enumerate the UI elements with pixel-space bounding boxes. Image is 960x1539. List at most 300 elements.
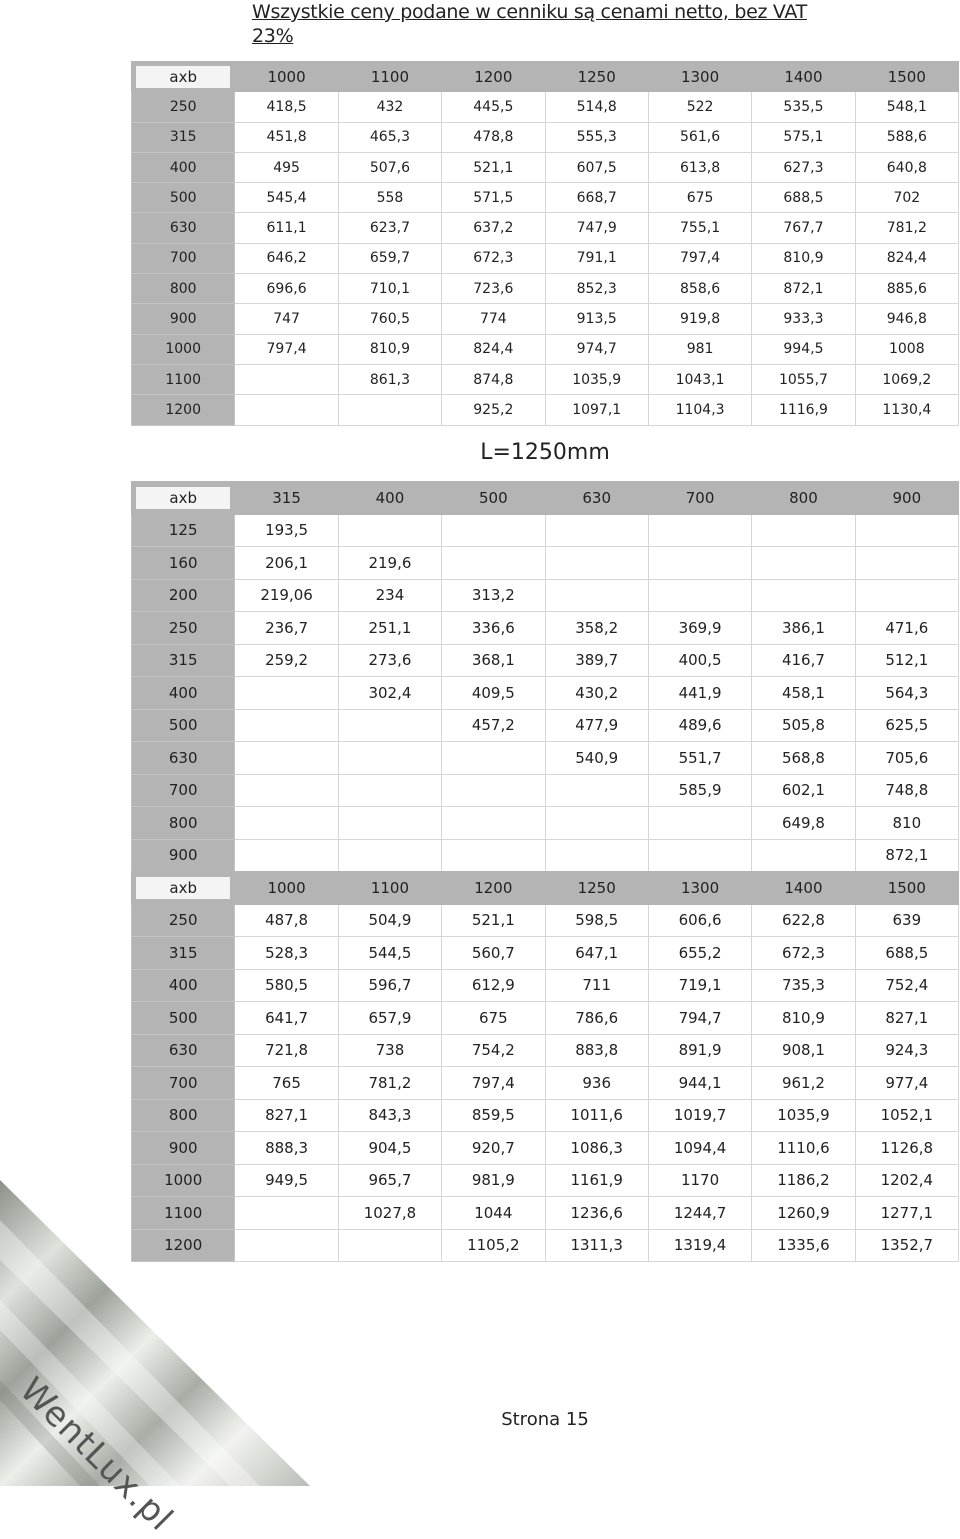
row-header: 800 xyxy=(132,274,235,304)
row-header: 250 xyxy=(132,904,235,937)
price-cell: 944,1 xyxy=(648,1067,751,1100)
table-row xyxy=(132,274,959,304)
price-cell: 1352,7 xyxy=(855,1229,958,1262)
price-cell: 585,9 xyxy=(648,774,751,807)
column-header: 630 xyxy=(545,482,648,515)
price-cell xyxy=(338,742,441,775)
price-cell: 418,5 xyxy=(235,92,338,122)
table-row xyxy=(132,677,959,710)
price-cell xyxy=(338,395,441,425)
column-header: 1500 xyxy=(855,62,958,92)
price-cell: 961,2 xyxy=(752,1067,855,1100)
column-header: 1300 xyxy=(648,62,751,92)
price-cell xyxy=(338,807,441,840)
table-row xyxy=(132,152,959,182)
table-row xyxy=(132,742,959,775)
price-cell: 1319,4 xyxy=(648,1229,751,1262)
price-cell: 558 xyxy=(338,183,441,213)
price-cell: 1244,7 xyxy=(648,1197,751,1230)
price-cell: 564,3 xyxy=(855,677,958,710)
column-header: 900 xyxy=(855,482,958,515)
price-cell: 1044 xyxy=(442,1197,545,1230)
price-cell: 1126,8 xyxy=(855,1132,958,1165)
price-cell: 598,5 xyxy=(545,904,648,937)
price-cell: 512,1 xyxy=(855,644,958,677)
price-cell: 711 xyxy=(545,969,648,1002)
price-cell: 1116,9 xyxy=(752,395,855,425)
price-cell: 1105,2 xyxy=(442,1229,545,1262)
row-header: 1100 xyxy=(132,364,235,394)
price-cell xyxy=(338,839,441,872)
corner-cell xyxy=(132,482,235,515)
price-cell xyxy=(442,742,545,775)
price-cell: 1110,6 xyxy=(752,1132,855,1165)
price-cell: 891,9 xyxy=(648,1034,751,1067)
price-cell xyxy=(648,547,751,580)
price-cell: 810,9 xyxy=(752,1002,855,1035)
price-cell: 1260,9 xyxy=(752,1197,855,1230)
price-cell: 193,5 xyxy=(235,514,338,547)
table-row xyxy=(132,904,959,937)
table-row xyxy=(132,579,959,612)
price-cell: 1069,2 xyxy=(855,364,958,394)
table-row xyxy=(132,937,959,970)
table-row xyxy=(132,395,959,425)
price-cell: 607,5 xyxy=(545,152,648,182)
corner-label: axb xyxy=(136,487,230,509)
price-cell: 528,3 xyxy=(235,937,338,970)
row-header: 630 xyxy=(132,1034,235,1067)
price-cell: 752,4 xyxy=(855,969,958,1002)
table-row xyxy=(132,839,959,872)
price-cell: 672,3 xyxy=(442,243,545,273)
row-header: 1000 xyxy=(132,1164,235,1197)
price-cell xyxy=(648,807,751,840)
price-cell: 874,8 xyxy=(442,364,545,394)
row-header: 1000 xyxy=(132,334,235,364)
price-cell: 747,9 xyxy=(545,213,648,243)
price-cell: 885,6 xyxy=(855,274,958,304)
price-cell: 852,3 xyxy=(545,274,648,304)
row-header: 250 xyxy=(132,92,235,122)
price-cell: 640,8 xyxy=(855,152,958,182)
row-header: 500 xyxy=(132,1002,235,1035)
price-cell: 477,9 xyxy=(545,709,648,742)
price-cell: 487,8 xyxy=(235,904,338,937)
price-cell: 596,7 xyxy=(338,969,441,1002)
price-cell: 688,5 xyxy=(855,937,958,970)
row-header: 250 xyxy=(132,612,235,645)
price-cell: 358,2 xyxy=(545,612,648,645)
corner-cell xyxy=(132,872,235,905)
price-cell: 561,6 xyxy=(648,122,751,152)
price-cell xyxy=(855,547,958,580)
row-header: 315 xyxy=(132,937,235,970)
price-cell: 580,5 xyxy=(235,969,338,1002)
price-cell xyxy=(752,579,855,612)
table-row xyxy=(132,183,959,213)
row-header: 125 xyxy=(132,514,235,547)
price-cell xyxy=(752,839,855,872)
price-cell: 794,7 xyxy=(648,1002,751,1035)
price-cell: 1236,6 xyxy=(545,1197,648,1230)
price-cell: 540,9 xyxy=(545,742,648,775)
column-header: 800 xyxy=(752,482,855,515)
price-cell: 1011,6 xyxy=(545,1099,648,1132)
price-cell: 535,5 xyxy=(752,92,855,122)
price-cell xyxy=(235,839,338,872)
table-row xyxy=(132,334,959,364)
price-cell xyxy=(545,547,648,580)
price-cell: 994,5 xyxy=(752,334,855,364)
price-cell: 368,1 xyxy=(442,644,545,677)
price-cell xyxy=(235,709,338,742)
row-header: 630 xyxy=(132,213,235,243)
column-header: 1200 xyxy=(442,872,545,905)
table-row xyxy=(132,709,959,742)
price-cell xyxy=(545,579,648,612)
price-cell xyxy=(235,364,338,394)
price-cell: 933,3 xyxy=(752,304,855,334)
price-cell xyxy=(545,514,648,547)
price-cell xyxy=(545,839,648,872)
table-row xyxy=(132,547,959,580)
row-header: 700 xyxy=(132,774,235,807)
price-cell: 946,8 xyxy=(855,304,958,334)
column-header: 1300 xyxy=(648,872,751,905)
row-header: 500 xyxy=(132,183,235,213)
price-cell: 606,6 xyxy=(648,904,751,937)
price-cell: 416,7 xyxy=(752,644,855,677)
table-row xyxy=(132,1002,959,1035)
price-cell: 774 xyxy=(442,304,545,334)
price-cell: 919,8 xyxy=(648,304,751,334)
row-header: 1200 xyxy=(132,395,235,425)
price-cell xyxy=(545,774,648,807)
price-cell: 1027,8 xyxy=(338,1197,441,1230)
column-header: 1500 xyxy=(855,872,958,905)
table-row xyxy=(132,807,959,840)
price-cell: 302,4 xyxy=(338,677,441,710)
price-cell: 575,1 xyxy=(752,122,855,152)
row-header: 400 xyxy=(132,969,235,1002)
price-cell: 721,8 xyxy=(235,1034,338,1067)
price-cell: 949,5 xyxy=(235,1164,338,1197)
price-cell: 544,5 xyxy=(338,937,441,970)
price-cell xyxy=(442,547,545,580)
price-cell: 1019,7 xyxy=(648,1099,751,1132)
corner-label: axb xyxy=(136,66,230,88)
row-header: 160 xyxy=(132,547,235,580)
price-cell: 668,7 xyxy=(545,183,648,213)
price-cell: 965,7 xyxy=(338,1164,441,1197)
column-header: 1000 xyxy=(235,62,338,92)
price-cell: 1086,3 xyxy=(545,1132,648,1165)
table-row xyxy=(132,1034,959,1067)
price-cell: 451,8 xyxy=(235,122,338,152)
price-cell: 755,1 xyxy=(648,213,751,243)
price-cell: 688,5 xyxy=(752,183,855,213)
row-header: 900 xyxy=(132,839,235,872)
price-cell: 1043,1 xyxy=(648,364,751,394)
table-row xyxy=(132,774,959,807)
table-row xyxy=(132,92,959,122)
price-cell: 602,1 xyxy=(752,774,855,807)
table-row xyxy=(132,969,959,1002)
column-header: 1100 xyxy=(338,872,441,905)
price-cell xyxy=(545,807,648,840)
price-cell xyxy=(442,514,545,547)
price-cell: 445,5 xyxy=(442,92,545,122)
price-cell: 336,6 xyxy=(442,612,545,645)
row-header: 315 xyxy=(132,644,235,677)
price-cell: 1008 xyxy=(855,334,958,364)
row-header: 700 xyxy=(132,1067,235,1100)
column-header: 1100 xyxy=(338,62,441,92)
price-cell: 625,5 xyxy=(855,709,958,742)
price-cell: 273,6 xyxy=(338,644,441,677)
price-cell: 1097,1 xyxy=(545,395,648,425)
price-cell: 659,7 xyxy=(338,243,441,273)
price-table-1 xyxy=(131,61,959,426)
length-subtitle: L=1250mm xyxy=(480,440,610,465)
row-header: 1100 xyxy=(132,1197,235,1230)
price-cell: 827,1 xyxy=(235,1099,338,1132)
row-header: 400 xyxy=(132,677,235,710)
table-header-row xyxy=(132,62,959,92)
row-header: 400 xyxy=(132,152,235,182)
price-cell: 641,7 xyxy=(235,1002,338,1035)
column-header: 1200 xyxy=(442,62,545,92)
price-cell: 981 xyxy=(648,334,751,364)
price-cell: 696,6 xyxy=(235,274,338,304)
price-cell: 409,5 xyxy=(442,677,545,710)
price-cell: 1277,1 xyxy=(855,1197,958,1230)
price-cell: 797,4 xyxy=(442,1067,545,1100)
price-cell: 612,9 xyxy=(442,969,545,1002)
price-cell: 710,1 xyxy=(338,274,441,304)
price-cell: 797,4 xyxy=(235,334,338,364)
price-cell: 471,6 xyxy=(855,612,958,645)
price-cell: 611,1 xyxy=(235,213,338,243)
price-cell: 514,8 xyxy=(545,92,648,122)
table-row xyxy=(132,122,959,152)
price-cell: 765 xyxy=(235,1067,338,1100)
table-row xyxy=(132,1099,959,1132)
price-cell xyxy=(235,395,338,425)
price-cell xyxy=(442,807,545,840)
table-row xyxy=(132,612,959,645)
price-cell: 458,1 xyxy=(752,677,855,710)
table-row xyxy=(132,304,959,334)
price-cell: 858,6 xyxy=(648,274,751,304)
table-row xyxy=(132,243,959,273)
price-cell: 627,3 xyxy=(752,152,855,182)
price-cell xyxy=(648,514,751,547)
column-header: 315 xyxy=(235,482,338,515)
price-cell: 1094,4 xyxy=(648,1132,751,1165)
table-header-row xyxy=(132,482,959,515)
price-cell: 781,2 xyxy=(338,1067,441,1100)
price-cell xyxy=(648,579,751,612)
row-header: 800 xyxy=(132,807,235,840)
price-cell: 861,3 xyxy=(338,364,441,394)
price-cell: 507,6 xyxy=(338,152,441,182)
page-number: Strona 15 xyxy=(501,1409,589,1430)
price-cell: 505,8 xyxy=(752,709,855,742)
price-cell: 1055,7 xyxy=(752,364,855,394)
price-cell: 781,2 xyxy=(855,213,958,243)
price-cell: 251,1 xyxy=(338,612,441,645)
price-cell: 747 xyxy=(235,304,338,334)
price-cell: 465,3 xyxy=(338,122,441,152)
logo-text: WentLux.pl xyxy=(11,1370,181,1539)
price-cell: 1186,2 xyxy=(752,1164,855,1197)
price-cell: 908,1 xyxy=(752,1034,855,1067)
price-cell: 430,2 xyxy=(545,677,648,710)
price-cell: 977,4 xyxy=(855,1067,958,1100)
price-cell: 441,9 xyxy=(648,677,751,710)
price-cell: 738 xyxy=(338,1034,441,1067)
price-cell: 824,4 xyxy=(855,243,958,273)
price-cell: 786,6 xyxy=(545,1002,648,1035)
price-cell: 521,1 xyxy=(442,152,545,182)
price-cell: 655,2 xyxy=(648,937,751,970)
row-header: 315 xyxy=(132,122,235,152)
price-cell xyxy=(338,774,441,807)
price-cell: 386,1 xyxy=(752,612,855,645)
table-row xyxy=(132,644,959,677)
price-cell xyxy=(648,839,751,872)
column-header: 1250 xyxy=(545,62,648,92)
row-header: 900 xyxy=(132,1132,235,1165)
price-cell xyxy=(235,742,338,775)
price-cell: 754,2 xyxy=(442,1034,545,1067)
price-cell: 521,1 xyxy=(442,904,545,937)
price-cell: 637,2 xyxy=(442,213,545,243)
price-table-2 xyxy=(131,481,959,872)
price-cell: 555,3 xyxy=(545,122,648,152)
price-cell: 810,9 xyxy=(752,243,855,273)
row-header: 700 xyxy=(132,243,235,273)
price-cell: 1311,3 xyxy=(545,1229,648,1262)
price-cell: 623,7 xyxy=(338,213,441,243)
price-cell: 622,8 xyxy=(752,904,855,937)
price-cell xyxy=(855,514,958,547)
row-header: 800 xyxy=(132,1099,235,1132)
price-cell: 568,8 xyxy=(752,742,855,775)
price-cell: 924,3 xyxy=(855,1034,958,1067)
price-cell: 705,6 xyxy=(855,742,958,775)
price-cell xyxy=(338,1229,441,1262)
column-header: 500 xyxy=(442,482,545,515)
table-row xyxy=(132,364,959,394)
price-cell xyxy=(338,514,441,547)
price-cell: 859,5 xyxy=(442,1099,545,1132)
price-cell: 675 xyxy=(442,1002,545,1035)
price-cell: 767,7 xyxy=(752,213,855,243)
price-cell: 495 xyxy=(235,152,338,182)
page-header: Wszystkie ceny podane w cenniku są cenami netto, bez VAT 23% xyxy=(252,1,807,47)
price-cell: 974,7 xyxy=(545,334,648,364)
price-cell: 702 xyxy=(855,183,958,213)
price-cell: 206,1 xyxy=(235,547,338,580)
price-cell: 457,2 xyxy=(442,709,545,742)
price-cell: 369,9 xyxy=(648,612,751,645)
price-cell: 649,8 xyxy=(752,807,855,840)
price-cell: 588,6 xyxy=(855,122,958,152)
table-header-row xyxy=(132,872,959,905)
table-row xyxy=(132,514,959,547)
price-cell: 797,4 xyxy=(648,243,751,273)
row-header: 500 xyxy=(132,709,235,742)
price-cell: 504,9 xyxy=(338,904,441,937)
price-cell: 1035,9 xyxy=(752,1099,855,1132)
column-header: 1400 xyxy=(752,872,855,905)
price-cell: 646,2 xyxy=(235,243,338,273)
price-cell: 639 xyxy=(855,904,958,937)
price-cell: 843,3 xyxy=(338,1099,441,1132)
table-row xyxy=(132,213,959,243)
price-cell: 313,2 xyxy=(442,579,545,612)
price-cell: 219,6 xyxy=(338,547,441,580)
price-cell: 872,1 xyxy=(855,839,958,872)
price-cell: 1104,3 xyxy=(648,395,751,425)
price-cell: 936 xyxy=(545,1067,648,1100)
price-cell: 925,2 xyxy=(442,395,545,425)
price-cell: 981,9 xyxy=(442,1164,545,1197)
price-cell: 432 xyxy=(338,92,441,122)
price-cell: 219,06 xyxy=(235,579,338,612)
price-cell xyxy=(855,579,958,612)
price-cell: 1202,4 xyxy=(855,1164,958,1197)
price-cell: 760,5 xyxy=(338,304,441,334)
price-cell: 810,9 xyxy=(338,334,441,364)
price-cell xyxy=(442,839,545,872)
row-header: 900 xyxy=(132,304,235,334)
column-header: 1000 xyxy=(235,872,338,905)
price-cell: 672,3 xyxy=(752,937,855,970)
price-cell: 872,1 xyxy=(752,274,855,304)
column-header: 700 xyxy=(648,482,751,515)
price-cell: 723,6 xyxy=(442,274,545,304)
price-cell: 1161,9 xyxy=(545,1164,648,1197)
price-cell xyxy=(752,547,855,580)
price-cell: 545,4 xyxy=(235,183,338,213)
price-cell: 1130,4 xyxy=(855,395,958,425)
column-header: 400 xyxy=(338,482,441,515)
price-cell: 920,7 xyxy=(442,1132,545,1165)
price-cell: 234 xyxy=(338,579,441,612)
price-cell: 827,1 xyxy=(855,1002,958,1035)
price-cell xyxy=(442,774,545,807)
price-cell: 571,5 xyxy=(442,183,545,213)
price-cell xyxy=(235,677,338,710)
price-cell: 478,8 xyxy=(442,122,545,152)
logo-graphic xyxy=(0,1180,310,1486)
price-cell: 904,5 xyxy=(338,1132,441,1165)
price-cell: 1170 xyxy=(648,1164,751,1197)
price-cell: 657,9 xyxy=(338,1002,441,1035)
price-cell: 1035,9 xyxy=(545,364,648,394)
price-cell: 735,3 xyxy=(752,969,855,1002)
column-header: 1250 xyxy=(545,872,648,905)
price-cell: 548,1 xyxy=(855,92,958,122)
corner-label: axb xyxy=(136,877,230,899)
price-cell: 791,1 xyxy=(545,243,648,273)
corner-cell xyxy=(132,62,235,92)
price-cell: 522 xyxy=(648,92,751,122)
